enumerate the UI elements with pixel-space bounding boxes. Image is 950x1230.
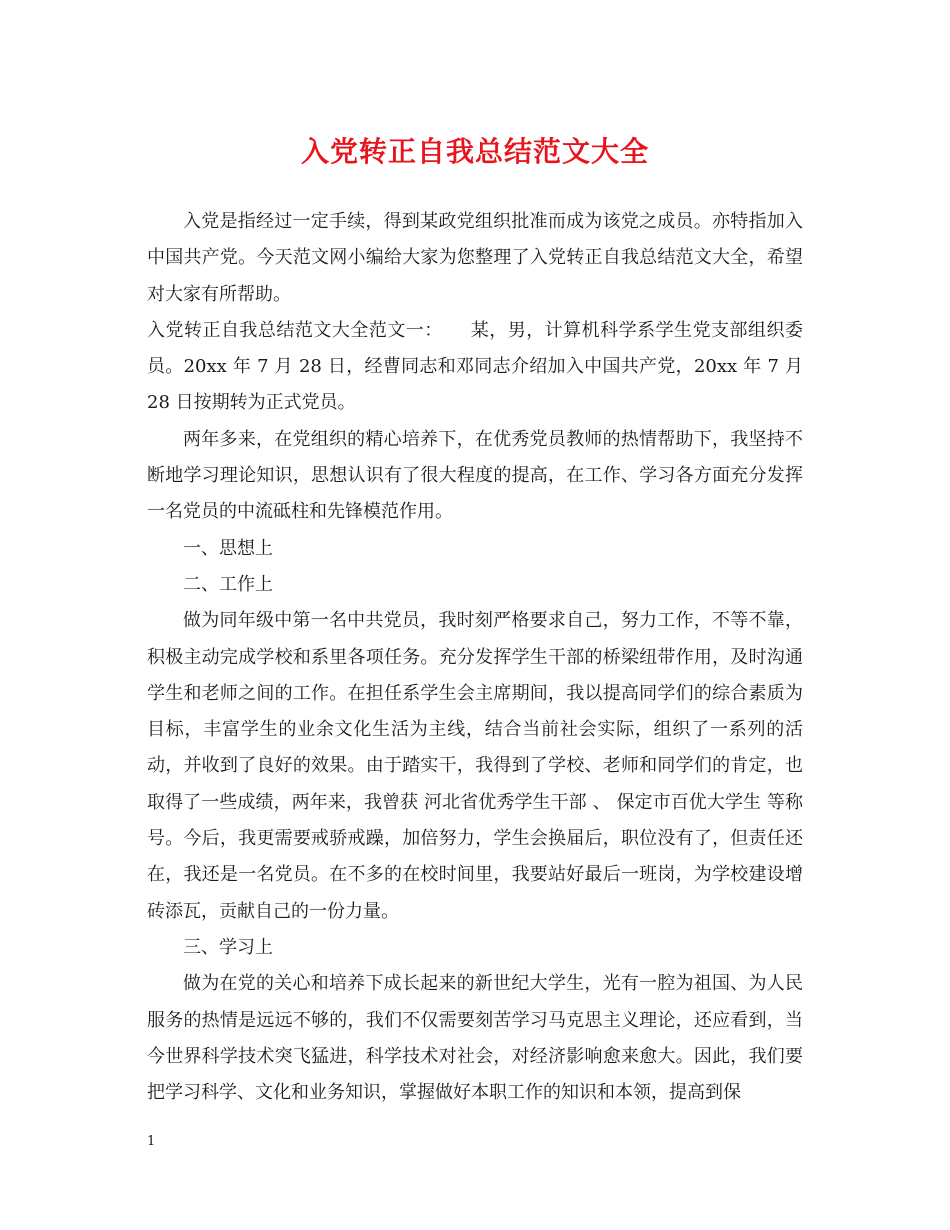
work-paragraph: 做为同年级中第一名中共党员，我时刻严格要求自己，努力工作，不等不靠，积极主动完成学校和系里各项任务。充分发挥学生干部的桥梁纽带作用，及时沟通学生和老师之间的工作。在担任系学生会主席期间，我以提高同学们的综合素质为目标，丰富学生的业余文化生活为主线，结合当前社会实际，组织了一系列的活动，并收到了良好的效果。由于踏实干，我得到了学校、老师和同学们的肯定，也取得了一些成绩，两年来，我曾获 河北省优秀学生干部 、 保定市百优大学生 等称号。今后，我更需要戒骄戒躁，加倍努力，学生会换届后，职位没有了，但责任还在，我还是一名党员。在不多的在校时间里，我要站好最后一班岗，为学校建设增砖添瓦，贡献自己的一份力量。 (147, 610, 803, 922)
document-body (147, 204, 803, 1111)
sample-one-paragraph: 入党转正自我总结范文大全范文一： 某，男，计算机科学系学生党支部组织委员。20xx 年 7 月 28 日，经曹同志和邓同志介绍加入中国共产党，20xx 年 7 月 28 日按期转为正式党员。 (147, 319, 803, 414)
study-paragraph: 做为在党的关心和培养下成长起来的新世纪大学生，光有一腔为祖国、为人民服务的热情是远远不够的，我们不仅需要刻苦学习马克思主义理论，还应看到，当今世界科学技术突飞猛进，科学技术对社会，对经济影响愈来愈大。因此，我们要把学习科学、文化和业务知识，掌握做好本职工作的知识和本领，提高到保 (147, 973, 803, 1104)
section-heading-work: 二、工作上 (183, 573, 273, 595)
overview-paragraph: 两年多来，在党组织的精心培养下，在优秀党员教师的热情帮助下，我坚持不断地学习理论知识，思想认识有了很大程度的提高，在工作、学习各方面充分发挥一名党员的中流砥柱和先锋模范作用。 (147, 428, 803, 523)
page-number: 1 (147, 1134, 156, 1149)
section-heading-study: 三、学习上 (183, 936, 273, 958)
document-title: 入党转正自我总结范文大全 (300, 135, 649, 168)
section-heading-thought: 一、思想上 (183, 537, 273, 559)
intro-paragraph: 入党是指经过一定手续，得到某政党组织批准而成为该党之成员。亦特指加入中国共产党。今天范文网小编给大家为您整理了入党转正自我总结范文大全，希望对大家有所帮助。 (147, 211, 803, 305)
